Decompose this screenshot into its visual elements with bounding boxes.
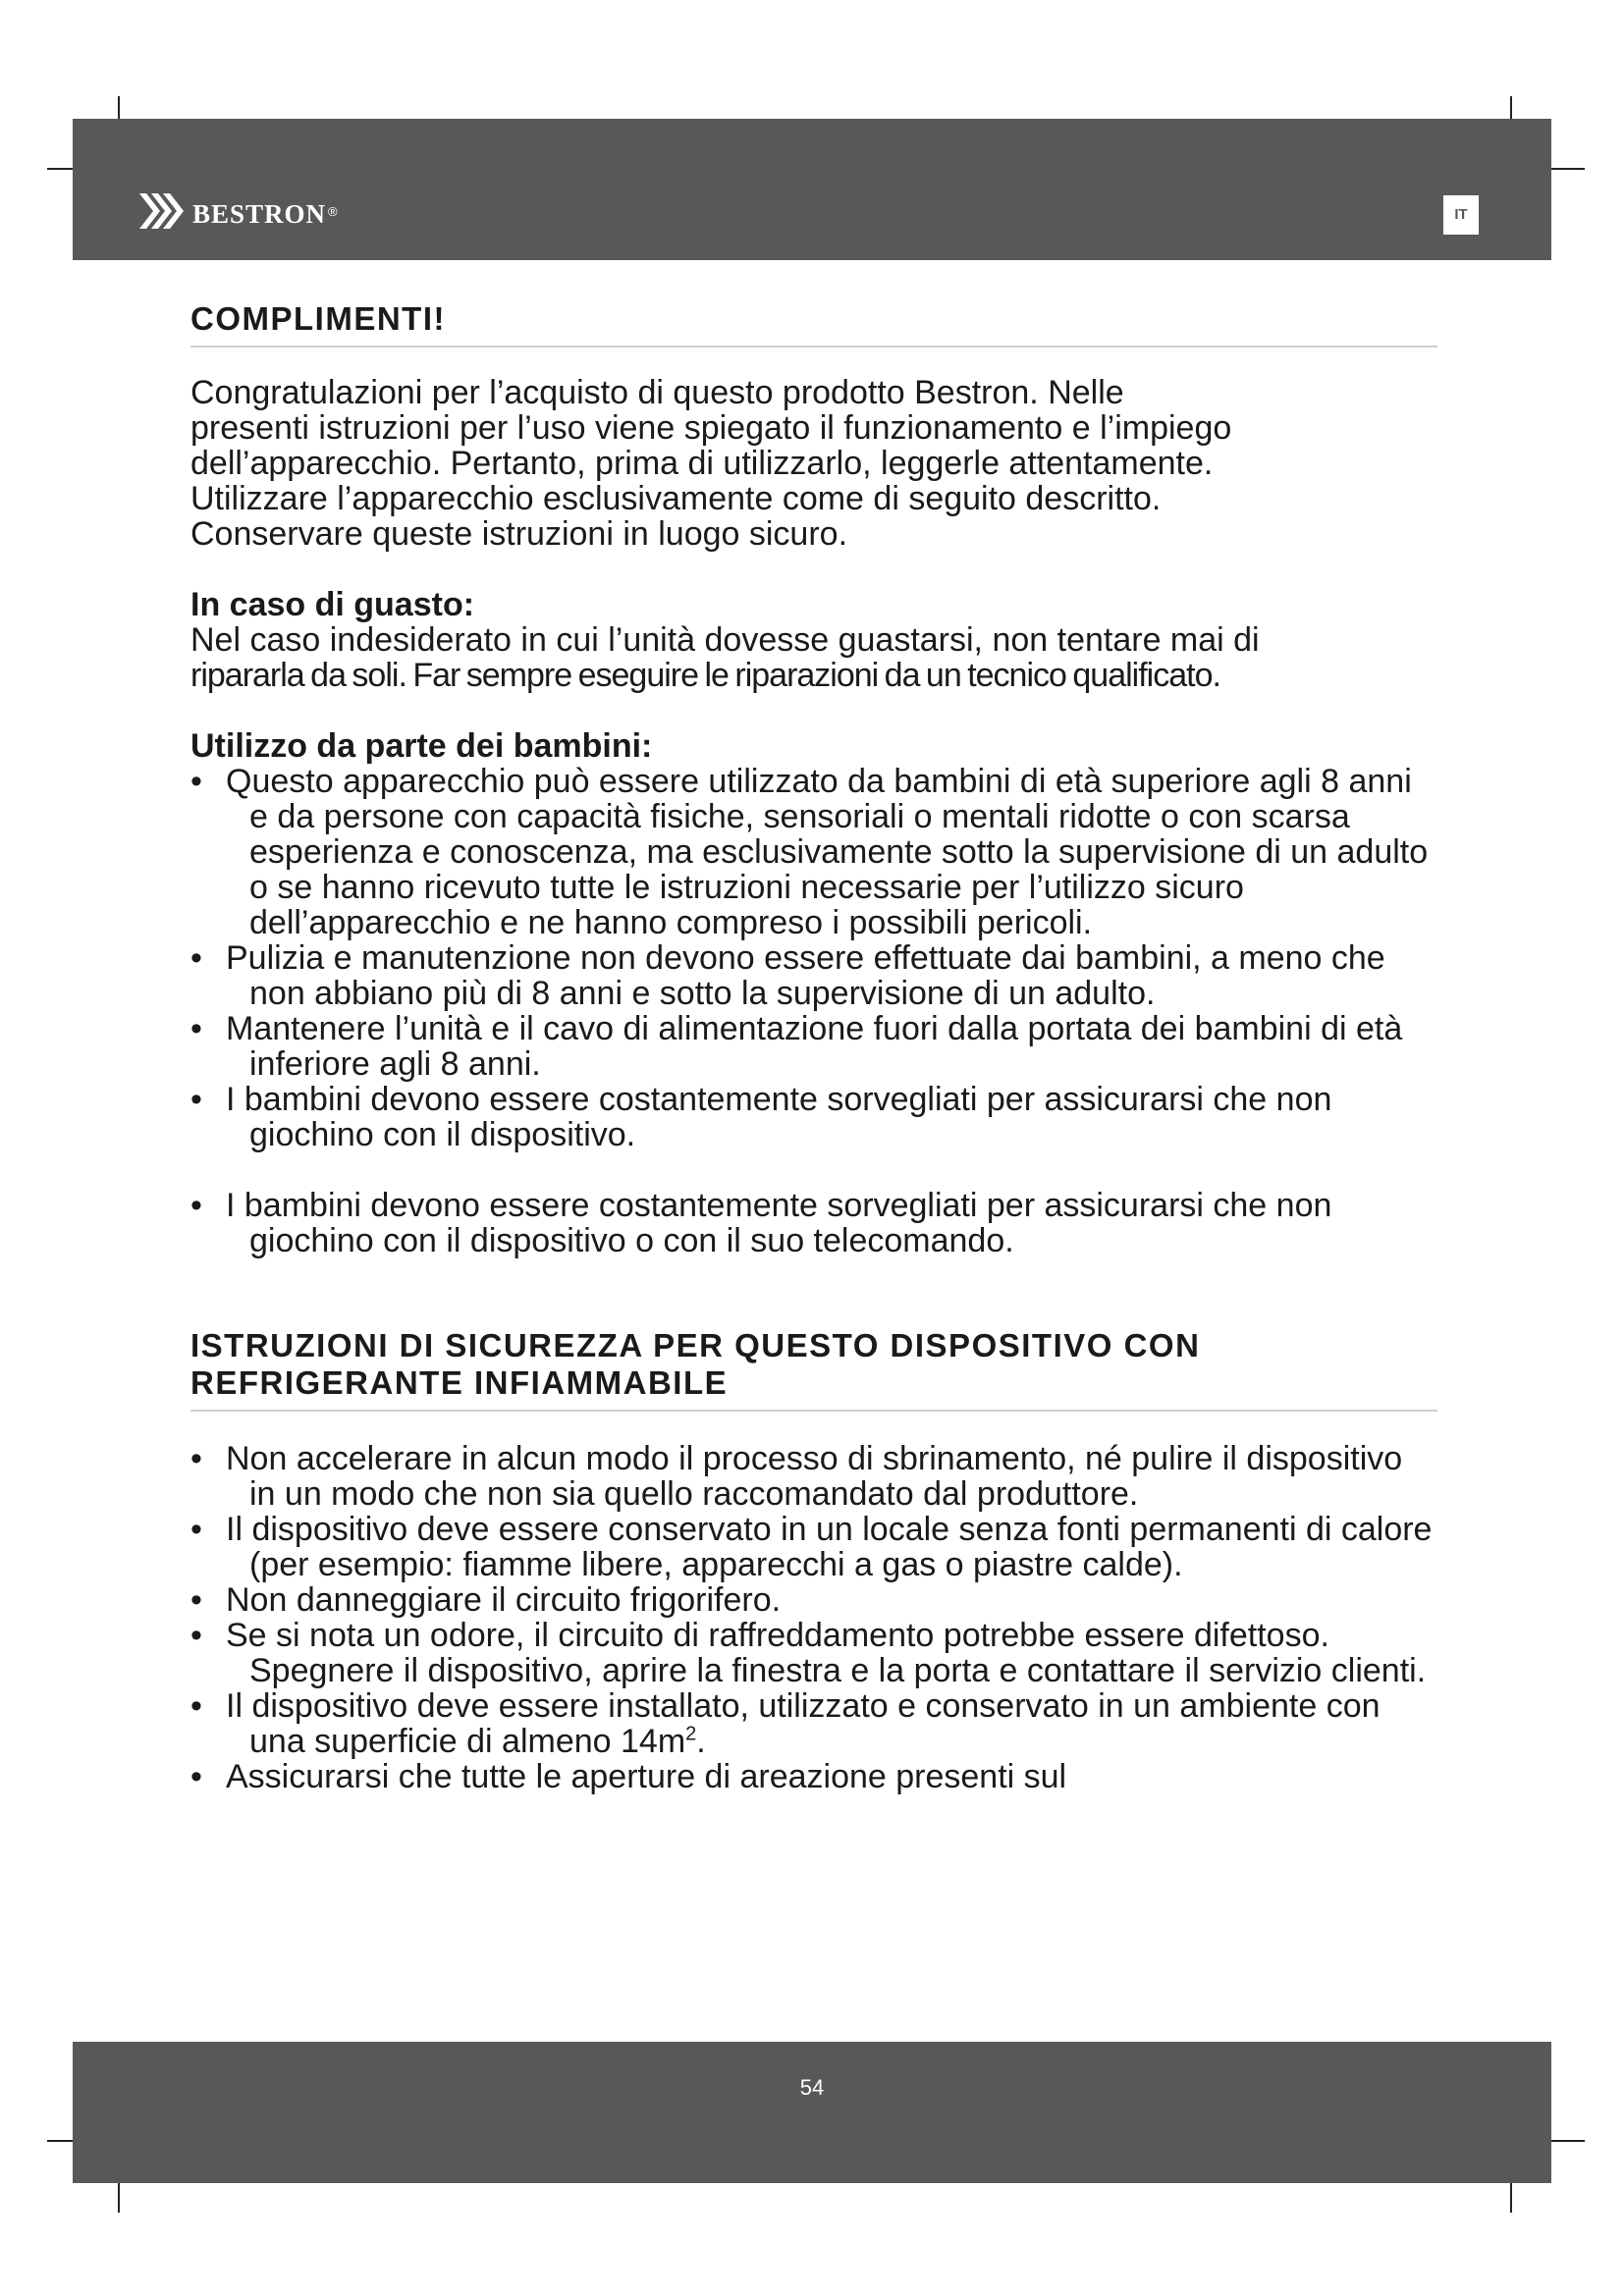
list-item: • I bambini devono essere costantemente sorvegliati per assicurarsi che non giochino con il dispositivo. [190,1082,1437,1152]
intro-line: dell’apparecchio. Pertanto, prima di utilizzarlo, leggerle attentamente. [190,445,1214,482]
list-item: • Il dispositivo deve essere conservato in un locale senza fonti permanenti di calore (per esempio: fiamme libere, apparecchi a gas o piastre calde). [190,1512,1437,1582]
list-item: • Se si nota un odore, il circuito di raffreddamento potrebbe essere difettoso. Spegnere il dispositivo, aprire la finestra e la porta e contattare il servizio clienti. [190,1618,1437,1688]
intro-line: presenti istruzioni per l’uso viene spiegato il funzionamento e l’impiego [190,409,1232,447]
intro-line: Utilizzare l’apparecchio esclusivamente come di seguito descritto. [190,480,1162,517]
section-title-compliments: COMPLIMENTI! [190,300,1437,347]
fault-text: Nel caso indesiderato in cui l’unità dovesse guastarsi, non tentare mai di [190,621,1260,659]
language-badge: IT [1443,195,1479,235]
safety-title-line: ISTRUZIONI DI SICUREZZA PER QUESTO DISPOSITIVO CON [190,1327,1201,1363]
safety-bullet-list [190,1441,1437,1794]
page-number: 54 [799,2075,825,2100]
list-item: • I bambini devono essere costantemente sorvegliati per assicurarsi che non giochino con il dispositivo o con il suo telecomando. [190,1188,1437,1258]
list-item: • Non accelerare in alcun modo il processo di sbrinamento, né pulire il dispositivo in un modo che non sia quello raccomandato dal produttore. [190,1441,1437,1512]
list-item: • Pulizia e manutenzione non devono essere effettuate dai bambini, a meno che non abbiano più di 8 anni e sotto la supervisione di un adulto. [190,940,1437,1011]
list-item: • Assicurarsi che tutte le aperture di areazione presenti sul [190,1759,1437,1794]
fault-heading: In caso di guasto: [190,586,475,623]
children-heading: Utilizzo da parte dei bambini: [190,727,653,765]
section-title-safety [190,1327,1437,1412]
list-item: • Non danneggiare il circuito frigorifero. [190,1582,1437,1618]
intro-line: Congratulazioni per l’acquisto di questo prodotto Bestron. Nelle [190,374,1124,411]
list-item: • Questo apparecchio può essere utilizzato da bambini di età superiore agli 8 anni e da persone con capacità fisiche, sensoriali o mentali ridotte o con scarsa esperienza e conoscenza, ma esclusivamente sotto la supervisione di un adulto o se hanno ricevuto tutte le istruzioni necessarie per l’utilizzo sicuro dell’apparecchio e ne hanno compreso i possibili pericoli. [190,764,1437,940]
area-text: Il dispositivo deve essere installato, utilizzato e conservato in un ambiente con una superficie di almeno 14m [226,1687,1380,1760]
list-item [190,1688,1437,1759]
intro-line: Conservare queste istruzioni in luogo sicuro. [190,515,848,553]
registered-mark: ® [328,203,338,219]
page-content [190,300,1437,1794]
superscript-two: 2 [685,1723,697,1745]
area-end: . [696,1723,706,1760]
safety-title-line: REFRIGERANTE INFIAMMABILE [190,1364,729,1401]
fault-text: ripararla da soli. Far sempre eseguire le riparazioni da un tecnico qualificato. [190,657,1220,694]
logo-chevrons-icon [137,191,189,231]
page-header [73,119,1551,260]
list-item: • Mantenere l’unità e il cavo di alimentazione fuori dalla portata dei bambini di età inferiore agli 8 anni. [190,1011,1437,1082]
children-extra-list [190,1188,1437,1258]
page-footer [73,2042,1551,2183]
brand-name: bestron [192,190,327,232]
children-bullet-list [190,764,1437,1152]
brand-logo [137,191,338,231]
